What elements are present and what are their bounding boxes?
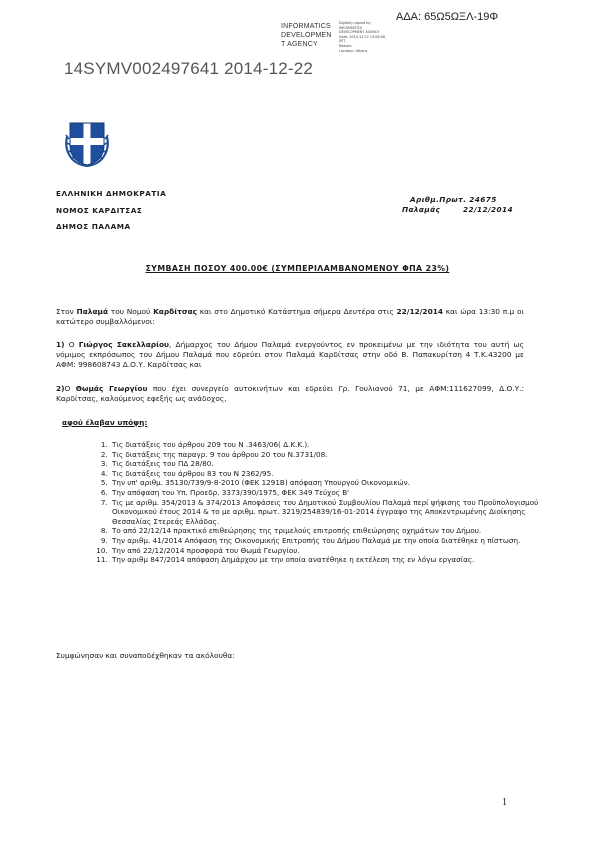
- list-item: 9. Την αριθμ. 41/2014 Απόφαση της Οικονομικής Επιτροπής του Δήμου Παλαμά με την οποία διατέθηκε η πίστωση.: [110, 536, 550, 546]
- closing-text: Συμφώνησαν και συναποδέχθηκαν τα ακόλουθα:: [56, 651, 235, 660]
- ada-code: ΑΔΑ: 65Ω5ΩΞΛ-19Φ: [396, 11, 499, 23]
- party-1-name: Γιώργος Σακελλαρίου: [78, 340, 170, 349]
- party-1-text: , Δήμαρχος του Δήμου Παλαμά ενεργούντος εν προκειμένω με την ιδιότητα του αυτή ως νόμιμος εκπρόσωπος του Δήμου Παλαμά που εδρεύει στον Παλαμά Καρδίτσας στην οδό Β. Παπακυρίτση 4 Τ.Κ.43200 με ΑΦΜ: 998608743 Δ.Ο.Υ. Καρδίτσας και: [56, 340, 524, 370]
- document-place: Παλαμάς: [402, 205, 441, 214]
- party-1-number: 1): [56, 340, 65, 349]
- signature-line: Reason:: [339, 43, 353, 48]
- intro-paragraph: [56, 307, 524, 327]
- list-item: 10. Την από 22/12/2014 προσφορά του Θωμά Γεωργίου.: [110, 546, 550, 556]
- list-item: 3. Τις διατάξεις του ΠΔ 28/80.: [110, 459, 550, 469]
- party-1-prefix: Ο: [64, 340, 79, 349]
- party-2-name: Θωμάς Γεωργίου: [75, 384, 148, 393]
- party-2-prefix: Ο: [64, 384, 76, 393]
- header-republic: ΕΛΛΗΝΙΚΗ ΔΗΜΟΚΡΑΤΙΑ: [56, 189, 167, 198]
- list-item: 4. Τις διατάξεις του άρθρου 83 του Ν 2362/95.: [110, 469, 550, 479]
- agency-label: INFORMATICS DEVELOPMEN T AGENCY: [281, 23, 332, 48]
- intro-date: 22/12/2014: [396, 307, 444, 316]
- signature-line: Date: 2014.12.22 13:06:06: [339, 34, 386, 39]
- digital-signature-block: [339, 21, 401, 53]
- considering-text: αφού έλαβαν υπόψη:: [62, 418, 148, 427]
- list-item: 11. Την αριθμ 847/2014 απόφαση Δημάρχου με την οποία ανατέθηκε η εκτέλεση της εν λόγω εργασίας.: [110, 555, 550, 565]
- protocol-number: Αριθμ.Πρωτ. 24675: [410, 195, 497, 204]
- list-item: 7. Τις με αριθμ. 354/2013 & 374/2013 Αποφάσεις του Δημοτικού Συμβουλίου Παλαμά περί ψήφισης του Προϋπολογισμού Οικονομικού έτους 2014 & το με αριθμ. πρωτ. 3219/254839/16-01-2014 έγγραφο της Αποκεντρωμένης Διοίκησης Θεσσαλίας Στερεάς Ελλάδας.: [110, 498, 550, 527]
- signature-line: INFORMATICS: [339, 25, 363, 30]
- page-number: 1: [502, 797, 507, 808]
- intro-text: Στον: [56, 307, 77, 316]
- signature-line: Digitally signed by: [339, 21, 371, 25]
- conditions-list: [94, 440, 550, 565]
- list-item: 1. Τις διατάξεις του άρθρου 209 του Ν .3463/06( Δ.Κ.Κ.).: [110, 440, 550, 450]
- list-item: 6. Την απόφαση του Υπ. Προεδρ. 3373/390/1975, ΦΕΚ 349 Τεύχος Β': [110, 488, 550, 498]
- header-municipality: ΔΗΜΟΣ ΠΑΛΑΜΑ: [56, 222, 131, 231]
- intro-text: του Νομού: [108, 307, 154, 316]
- document-number: 14SYMV002497641 2014-12-22: [64, 59, 314, 78]
- list-item: 5. Την υπ' αριθμ. 35130/739/9-8-2010 (ΦΕΚ 1291Β) απόφαση Υπουργού Οικονομικών.: [110, 478, 550, 488]
- list-item: 2. Τις διατάξεις της παραγρ. 9 του άρθρου 20 του Ν.3731/08.: [110, 450, 550, 460]
- header-prefecture: ΝΟΜΟΣ ΚΑΡΔΙΤΣΑΣ: [56, 206, 143, 215]
- signature-line: Location: Athens: [339, 48, 368, 53]
- greek-coat-of-arms-icon: [64, 119, 110, 167]
- party-1-paragraph: [56, 340, 524, 371]
- intro-place: Παλαμά: [76, 307, 109, 316]
- party-2-text: που έχει συνεργείο αυτοκινήτων και εδρεύει Γρ. Γουλιανού 71, με ΑΦΜ:111627099, Δ.Ο.Υ.: Καρδίτσας, καλούμενος εφεξής ως ανάδοχος,: [56, 384, 524, 404]
- intro-text: και ώρα 13:30 π.μ οι κατώτερο συμβαλλόμενοι:: [56, 307, 524, 327]
- list-item: 8. Το από 22/12/14 πρακτικό επιθεώρησης της τριμελούς επιτροπής επιθεώρησης οχημάτων του Δήμου.: [110, 526, 550, 536]
- intro-text: και στο Δημοτικό Κατάστημα σήμερα Δευτέρα στις: [197, 307, 397, 316]
- document-date: 22/12/2014: [463, 205, 513, 214]
- considering-heading: [62, 418, 530, 428]
- party-2-paragraph: [56, 384, 524, 404]
- signature-line: EET: [339, 39, 346, 44]
- party-2-number: 2): [56, 384, 65, 393]
- intro-prefecture: Καρδίτσας: [153, 307, 198, 316]
- signature-line: DEVELOPMENT AGENCY: [339, 30, 380, 35]
- contract-title: ΣΥΜΒΑΣΗ ΠΟΣΟΥ 400.00€ (ΣΥΜΠΕΡΙΛΑΜΒΑΝΟΜΕΝΟΥ ΦΠΑ 23%): [145, 264, 450, 273]
